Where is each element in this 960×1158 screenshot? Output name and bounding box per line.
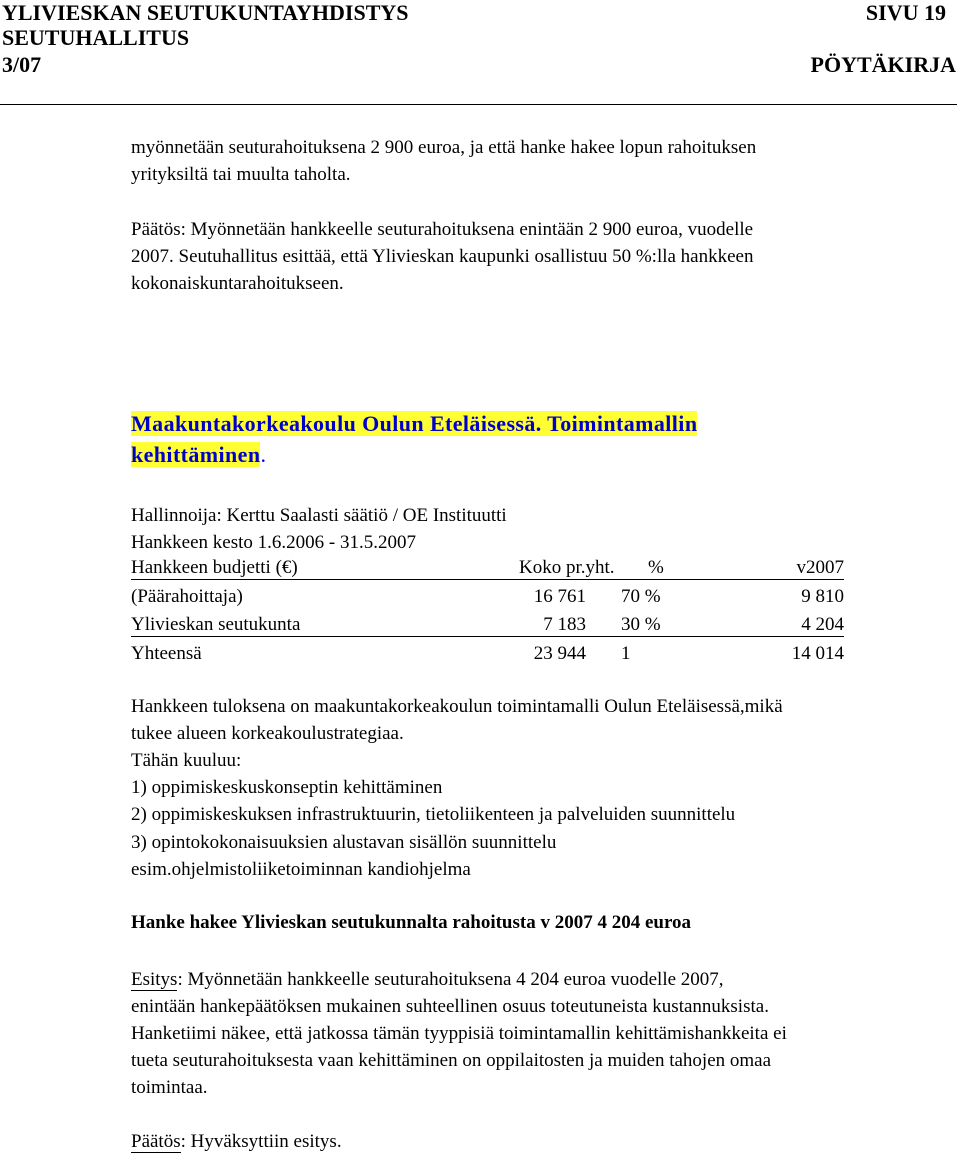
proposal-line-3: Hanketiimi näkee, että jatkossa tämän tyyppisiä toimintamallin kehittämishankkeita ei xyxy=(131,1023,787,1044)
description-example: esim.ohjelmistoliiketoiminnan kandiohjelma xyxy=(131,859,471,880)
org-name: YLIVIESKAN SEUTUKUNTAYHDISTYS xyxy=(2,0,409,25)
document-type: PÖYTÄKIRJA xyxy=(810,52,956,77)
list-item: 2) oppimiskeskuksen infrastruktuurin, tietoliikenteen ja palveluiden suunnittelu xyxy=(131,804,736,825)
header-divider xyxy=(0,104,957,105)
decision-1-line-1: Päätös: Myönnetään hankkeelle seuturahoituksena enintään 2 900 euroa, vuodelle xyxy=(131,219,754,240)
decision-2-label: Päätös xyxy=(131,1131,181,1152)
intro-line-1: myönnetään seuturahoituksena 2 900 euroa, ja että hanke hakee lopun rahoituksen xyxy=(131,137,757,158)
project-duration: Hankkeen kesto 1.6.2006 - 31.5.2007 xyxy=(131,532,416,553)
budget-table xyxy=(131,555,844,669)
decision-2: Päätös: Hyväksyttiin esitys. xyxy=(131,1131,342,1152)
proposal-line-5: toimintaa. xyxy=(131,1077,208,1098)
proposal-line-1: Esitys: Myönnetään hankkeelle seuturahoituksena 4 204 euroa vuodelle 2007, xyxy=(131,969,724,990)
proposal-line-4: tueta seuturahoituksesta vaan kehittäminen on oppilaitosten ja muiden tahojen omaa xyxy=(131,1050,772,1071)
project-administrator: Hallinnoija: Kerttu Saalasti säätiö / OE Instituutti xyxy=(131,505,507,526)
proposal-line-2: enintään hankepäätöksen mukainen suhteellinen osuus toteutuneista kustannuksista. xyxy=(131,996,769,1017)
decision-1-line-2: 2007. Seutuhallitus esittää, että Ylivieskan kaupunki osallistuu 50 %:lla hankkeen xyxy=(131,246,754,267)
list-item: 1) oppimiskeskuskonseptin kehittäminen xyxy=(131,777,443,798)
budget-header-total: Koko pr.yht. xyxy=(519,557,615,578)
proposal-label: Esitys xyxy=(131,969,178,990)
budget-header-percent: % xyxy=(648,557,664,578)
table-row: Ylivieskan seutukunta 7 183 30 % 4 204 xyxy=(131,614,844,635)
table-row: Yhteensä 23 944 1 14 014 xyxy=(131,643,844,664)
budget-header-label: Hankkeen budjetti (€) xyxy=(131,557,298,578)
description-line-3: Tähän kuuluu: xyxy=(131,750,242,771)
list-item: 3) opintokokonaisuuksien alustavan sisällön suunnittelu xyxy=(131,832,557,853)
page-number: SIVU 19 xyxy=(865,0,946,25)
project-title-line-1: Maakuntakorkeakoulu Oulun Eteläisessä. Toimintamallin xyxy=(131,411,698,436)
funding-request: Hanke hakee Ylivieskan seutukunnalta rahoitusta v 2007 4 204 euroa xyxy=(131,912,692,933)
budget-header-row xyxy=(131,555,844,580)
description-line-1: Hankkeen tuloksena on maakuntakorkeakoulun toimintamalli Oulun Eteläisessä,mikä xyxy=(131,696,783,717)
body-name: SEUTUHALLITUS xyxy=(2,25,190,50)
decision-1-label: Päätös xyxy=(131,219,181,240)
table-row: (Päärahoittaja) 16 761 70 % 9 810 xyxy=(131,586,844,607)
meeting-number: 3/07 xyxy=(2,52,42,77)
decision-1-line-3: kokonaiskuntarahoitukseen. xyxy=(131,273,344,294)
description-line-2: tukee alueen korkeakoulustrategiaa. xyxy=(131,723,404,744)
project-title: Maakuntakorkeakoulu Oulun Eteläisessä. Toimintamallin kehittäminen. xyxy=(131,411,698,467)
intro-line-2: yrityksiltä tai muulta taholta. xyxy=(131,164,351,185)
budget-header-year: v2007 xyxy=(796,557,844,578)
project-title-line-2: kehittäminen xyxy=(131,442,261,467)
